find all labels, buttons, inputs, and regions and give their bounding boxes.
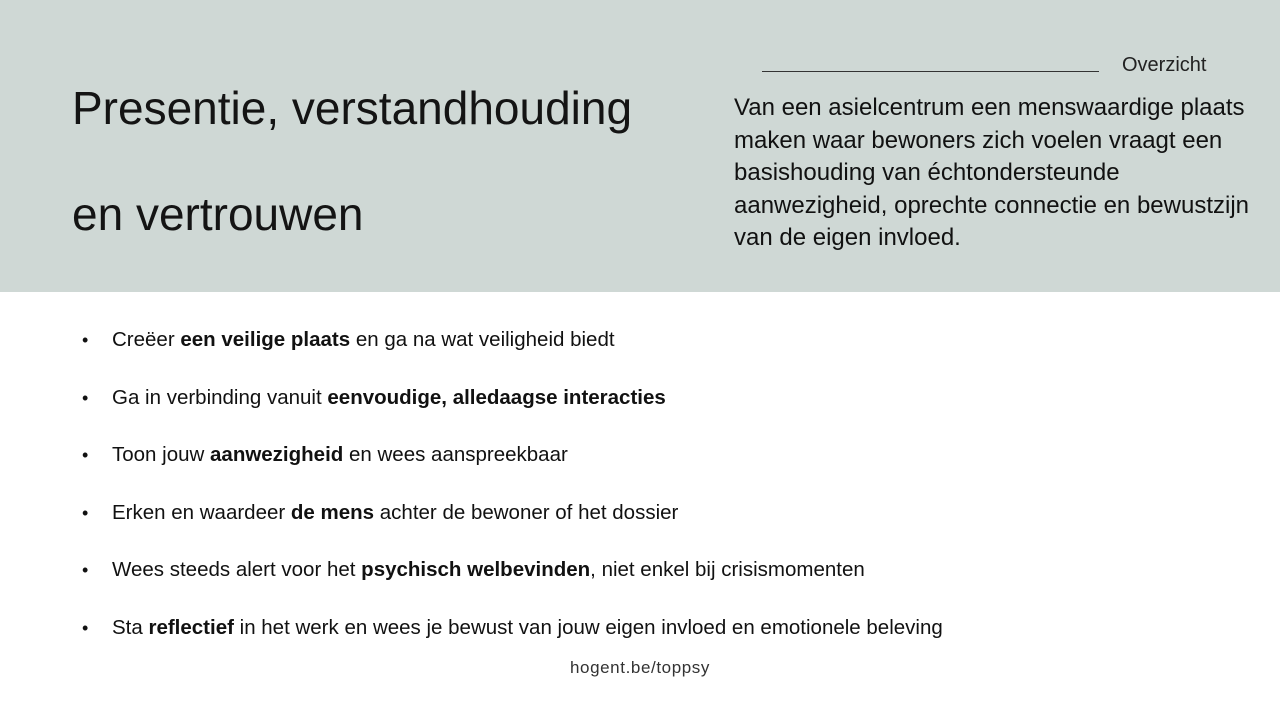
bullet-text-bold: een veilige plaats (180, 328, 351, 351)
bullet-text-bold: eenvoudige, alledaagse interacties (327, 385, 666, 409)
bullet-text (112, 552, 865, 588)
bullet-text-before: Wees steeds alert voor het (112, 558, 362, 582)
bullet-text-bold: reflectief (148, 615, 234, 639)
bullet-text-after: en wees aanspreekbaar (343, 443, 568, 467)
bullet-text (112, 380, 666, 416)
bullet-text-before: Ga in verbinding vanuit (112, 385, 328, 409)
bullet-text-after: in het werk en wees je bewust van jouw eigen invloed en emotionele beleving (233, 615, 943, 639)
list-item (78, 552, 1228, 610)
bullet-icon: • (82, 445, 89, 466)
bullet-text-before: Erken en waardeer (112, 500, 291, 524)
footer-url: hogent.be/toppsy (569, 658, 711, 677)
bullet-icon: • (82, 560, 89, 581)
bullet-text (112, 322, 615, 358)
list-item (78, 437, 1228, 495)
slide-title-line-2: en vertrouwen (72, 188, 364, 240)
list-item (78, 495, 1228, 553)
overview-divider (762, 71, 1099, 72)
bullet-text-bold: de mens (290, 500, 375, 524)
bullet-icon: • (82, 502, 89, 523)
bullet-text (112, 495, 678, 531)
slide-title-line-1: Presentie, verstandhouding (72, 82, 633, 134)
list-item (78, 322, 1228, 380)
overview-label: Overzicht (1122, 54, 1207, 76)
bullet-list (78, 322, 1228, 668)
intro-paragraph: Van een asielcentrum een menswaardige plaats maken waar bewoners zich voelen vraagt een basishouding van échtondersteunde aanwezigheid, oprechte connectie en bewustzijn van de eigen invloed. (734, 94, 1250, 251)
bullet-icon: • (82, 617, 89, 638)
bullet-text-after: en ga na wat veiligheid biedt (350, 328, 615, 351)
bullet-icon: • (82, 387, 89, 408)
bullet-text-bold: aanwezigheid (210, 443, 344, 467)
bullet-text-bold: psychisch welbevinden (361, 558, 591, 582)
bullet-text (112, 610, 943, 646)
slide-title (72, 82, 692, 241)
bullet-icon: • (82, 330, 89, 350)
bullet-text-before: Sta (112, 615, 149, 639)
bullet-text-after: achter de bewoner of het dossier (374, 500, 679, 524)
bullet-text-after: , niet enkel bij crisismomenten (590, 558, 865, 582)
bullet-text-before: Creëer (112, 328, 181, 351)
bullet-text (112, 437, 568, 473)
list-item (78, 380, 1228, 438)
bullet-text-before: Toon jouw (112, 443, 211, 467)
